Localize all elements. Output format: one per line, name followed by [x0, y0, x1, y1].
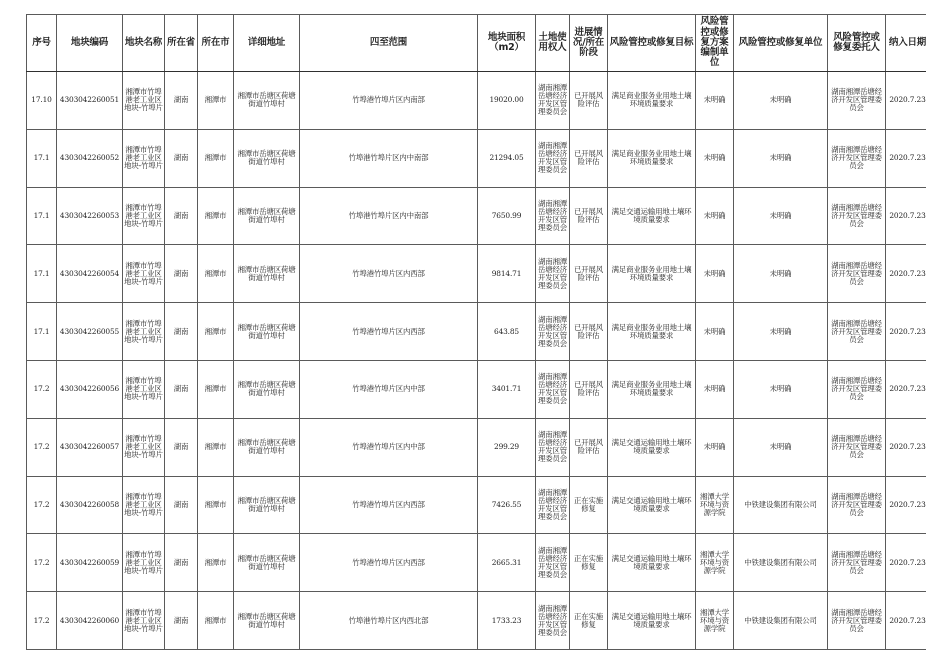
row-cell-maker: 湘潭大学环境与资源学院	[696, 534, 734, 592]
table-row	[27, 534, 926, 592]
row-cell-address: 湘潭市岳塘区荷塘街道竹埠村	[234, 534, 300, 592]
row-cell-unit: 未明确	[734, 187, 828, 245]
row-cell-owner: 湖南湘潭岳塘经济开发区管理委员会	[536, 187, 570, 245]
row-cell-owner: 湖南湘潭岳塘经济开发区管理委员会	[536, 129, 570, 187]
row-cell-unit: 中铁建设集团有限公司	[734, 534, 828, 592]
row-cell-city: 湘潭市	[198, 360, 234, 418]
row-cell-trustee: 湖南湘潭岳塘经济开发区管理委员会	[828, 418, 886, 476]
column-header-province: 所在省	[165, 15, 198, 72]
row-cell-code: 4303042260053	[57, 187, 123, 245]
row-cell-address: 湘潭市岳塘区荷塘街道竹埠村	[234, 418, 300, 476]
row-cell-scope: 竹埠港竹埠片区内中南部	[300, 129, 478, 187]
row-cell-code: 4303042260056	[57, 360, 123, 418]
row-cell-seq: 17.2	[27, 418, 57, 476]
row-cell-address: 湘潭市岳塘区荷塘街道竹埠村	[234, 129, 300, 187]
row-cell-area: 19020.00	[478, 72, 536, 130]
row-cell-city: 湘潭市	[198, 187, 234, 245]
row-cell-code: 4303042260058	[57, 476, 123, 534]
row-cell-date: 2020.7.23	[886, 592, 926, 650]
row-cell-scope: 竹埠港竹埠片区内中部	[300, 360, 478, 418]
row-cell-maker: 未明确	[696, 418, 734, 476]
row-cell-address: 湘潭市岳塘区荷塘街道竹埠村	[234, 187, 300, 245]
row-cell-name: 湘潭市竹埠港老工业区地块-竹埠片	[123, 187, 165, 245]
row-cell-maker: 未明确	[696, 245, 734, 303]
row-cell-trustee: 湖南湘潭岳塘经济开发区管理委员会	[828, 245, 886, 303]
row-cell-unit: 中铁建设集团有限公司	[734, 592, 828, 650]
row-cell-goal: 满足商业服务业用地土壤环境质量要求	[608, 360, 696, 418]
row-cell-unit: 未明确	[734, 418, 828, 476]
column-header-date: 纳入日期	[886, 15, 926, 72]
row-cell-stage: 已开展风险评估	[570, 187, 608, 245]
table-row	[27, 476, 926, 534]
row-cell-goal: 满足商业服务业用地土壤环境质量要求	[608, 303, 696, 361]
row-cell-owner: 湖南湘潭岳塘经济开发区管理委员会	[536, 418, 570, 476]
column-header-city: 所在市	[198, 15, 234, 72]
row-cell-city: 湘潭市	[198, 72, 234, 130]
row-cell-seq: 17.2	[27, 534, 57, 592]
row-cell-maker: 未明确	[696, 303, 734, 361]
row-cell-city: 湘潭市	[198, 418, 234, 476]
column-header-maker: 风险管控或修复方案编制单位	[696, 15, 734, 72]
land-plot-registry-table	[26, 14, 926, 650]
row-cell-goal: 满足交通运输用地土壤环境质量要求	[608, 592, 696, 650]
row-cell-stage: 已开展风险评估	[570, 129, 608, 187]
row-cell-seq: 17.2	[27, 360, 57, 418]
row-cell-name: 湘潭市竹埠港老工业区地块-竹埠片	[123, 534, 165, 592]
row-cell-date: 2020.7.23	[886, 534, 926, 592]
row-cell-name: 湘潭市竹埠港老工业区地块-竹埠片	[123, 476, 165, 534]
row-cell-maker: 未明确	[696, 72, 734, 130]
row-cell-stage: 正在实施修复	[570, 592, 608, 650]
row-cell-unit: 未明确	[734, 360, 828, 418]
row-cell-code: 4303042260054	[57, 245, 123, 303]
header-row	[27, 15, 926, 72]
row-cell-trustee: 湖南湘潭岳塘经济开发区管理委员会	[828, 534, 886, 592]
row-cell-owner: 湖南湘潭岳塘经济开发区管理委员会	[536, 476, 570, 534]
table-row	[27, 187, 926, 245]
row-cell-name: 湘潭市竹埠港老工业区地块-竹埠片	[123, 592, 165, 650]
table-row	[27, 418, 926, 476]
row-cell-stage: 已开展风险评估	[570, 245, 608, 303]
column-header-scope: 四至范围	[300, 15, 478, 72]
row-cell-stage: 正在实施修复	[570, 534, 608, 592]
row-cell-stage: 已开展风险评估	[570, 303, 608, 361]
row-cell-owner: 湖南湘潭岳塘经济开发区管理委员会	[536, 534, 570, 592]
row-cell-code: 4303042260051	[57, 72, 123, 130]
row-cell-name: 湘潭市竹埠港老工业区地块-竹埠片	[123, 303, 165, 361]
row-cell-date: 2020.7.23	[886, 303, 926, 361]
row-cell-stage: 正在实施修复	[570, 476, 608, 534]
row-cell-city: 湘潭市	[198, 476, 234, 534]
row-cell-maker: 未明确	[696, 360, 734, 418]
row-cell-scope: 竹埠港竹埠片区内西部	[300, 534, 478, 592]
row-cell-city: 湘潭市	[198, 245, 234, 303]
table-row	[27, 592, 926, 650]
row-cell-owner: 湖南湘潭岳塘经济开发区管理委员会	[536, 360, 570, 418]
table-row	[27, 72, 926, 130]
row-cell-maker: 湘潭大学环境与资源学院	[696, 592, 734, 650]
row-cell-date: 2020.7.23	[886, 129, 926, 187]
column-header-seq: 序号	[27, 15, 57, 72]
row-cell-area: 9814.71	[478, 245, 536, 303]
row-cell-seq: 17.2	[27, 592, 57, 650]
row-cell-address: 湘潭市岳塘区荷塘街道竹埠村	[234, 303, 300, 361]
row-cell-address: 湘潭市岳塘区荷塘街道竹埠村	[234, 245, 300, 303]
column-header-owner: 土地使用权人	[536, 15, 570, 72]
row-cell-trustee: 湖南湘潭岳塘经济开发区管理委员会	[828, 360, 886, 418]
row-cell-goal: 满足交通运输用地土壤环境质量要求	[608, 187, 696, 245]
row-cell-scope: 竹埠港竹埠片区内西部	[300, 476, 478, 534]
row-cell-province: 湖南	[165, 129, 198, 187]
row-cell-name: 湘潭市竹埠港老工业区地块-竹埠片	[123, 360, 165, 418]
row-cell-goal: 满足商业服务业用地土壤环境质量要求	[608, 72, 696, 130]
table-header	[27, 15, 926, 72]
row-cell-area: 3401.71	[478, 360, 536, 418]
row-cell-area: 2665.31	[478, 534, 536, 592]
table-row	[27, 245, 926, 303]
row-cell-trustee: 湖南湘潭岳塘经济开发区管理委员会	[828, 303, 886, 361]
row-cell-area: 7426.55	[478, 476, 536, 534]
row-cell-goal: 满足商业服务业用地土壤环境质量要求	[608, 245, 696, 303]
row-cell-scope: 竹埠港竹埠片区内中部	[300, 418, 478, 476]
row-cell-seq: 17.1	[27, 129, 57, 187]
row-cell-owner: 湖南湘潭岳塘经济开发区管理委员会	[536, 245, 570, 303]
row-cell-trustee: 湖南湘潭岳塘经济开发区管理委员会	[828, 129, 886, 187]
table-body	[27, 72, 926, 650]
column-header-code: 地块编码	[57, 15, 123, 72]
row-cell-seq: 17.1	[27, 303, 57, 361]
row-cell-name: 湘潭市竹埠港老工业区地块-竹埠片	[123, 418, 165, 476]
column-header-trustee: 风险管控或修复委托人	[828, 15, 886, 72]
row-cell-goal: 满足交通运输用地土壤环境质量要求	[608, 418, 696, 476]
row-cell-code: 4303042260055	[57, 303, 123, 361]
row-cell-unit: 中铁建设集团有限公司	[734, 476, 828, 534]
row-cell-scope: 竹埠港竹埠片区内西部	[300, 245, 478, 303]
table-row	[27, 129, 926, 187]
row-cell-date: 2020.7.23	[886, 418, 926, 476]
row-cell-province: 湖南	[165, 592, 198, 650]
row-cell-unit: 未明确	[734, 72, 828, 130]
row-cell-owner: 湖南湘潭岳塘经济开发区管理委员会	[536, 303, 570, 361]
row-cell-unit: 未明确	[734, 303, 828, 361]
row-cell-address: 湘潭市岳塘区荷塘街道竹埠村	[234, 476, 300, 534]
table-row	[27, 303, 926, 361]
row-cell-date: 2020.7.23	[886, 476, 926, 534]
row-cell-goal: 满足交通运输用地土壤环境质量要求	[608, 534, 696, 592]
column-header-address: 详细地址	[234, 15, 300, 72]
row-cell-province: 湖南	[165, 303, 198, 361]
row-cell-area: 643.85	[478, 303, 536, 361]
row-cell-seq: 17.1	[27, 245, 57, 303]
row-cell-maker: 未明确	[696, 187, 734, 245]
row-cell-code: 4303042260059	[57, 534, 123, 592]
row-cell-city: 湘潭市	[198, 534, 234, 592]
row-cell-unit: 未明确	[734, 129, 828, 187]
row-cell-trustee: 湖南湘潭岳塘经济开发区管理委员会	[828, 187, 886, 245]
row-cell-seq: 17.1	[27, 187, 57, 245]
column-header-stage: 进展情况/所在阶段	[570, 15, 608, 72]
row-cell-area: 1733.23	[478, 592, 536, 650]
row-cell-code: 4303042260052	[57, 129, 123, 187]
row-cell-address: 湘潭市岳塘区荷塘街道竹埠村	[234, 592, 300, 650]
row-cell-owner: 湖南湘潭岳塘经济开发区管理委员会	[536, 72, 570, 130]
row-cell-code: 4303042260060	[57, 592, 123, 650]
row-cell-province: 湖南	[165, 72, 198, 130]
row-cell-date: 2020.7.23	[886, 72, 926, 130]
column-header-goal: 风险管控或修复目标	[608, 15, 696, 72]
column-header-area: 地块面积（m2）	[478, 15, 536, 72]
row-cell-province: 湖南	[165, 360, 198, 418]
row-cell-area: 7650.99	[478, 187, 536, 245]
row-cell-city: 湘潭市	[198, 129, 234, 187]
row-cell-scope: 竹埠港竹埠片区内西部	[300, 303, 478, 361]
row-cell-maker: 未明确	[696, 129, 734, 187]
table-row	[27, 360, 926, 418]
row-cell-stage: 已开展风险评估	[570, 418, 608, 476]
row-cell-province: 湖南	[165, 187, 198, 245]
row-cell-goal: 满足商业服务业用地土壤环境质量要求	[608, 129, 696, 187]
row-cell-trustee: 湖南湘潭岳塘经济开发区管理委员会	[828, 476, 886, 534]
row-cell-maker: 湘潭大学环境与资源学院	[696, 476, 734, 534]
row-cell-code: 4303042260057	[57, 418, 123, 476]
column-header-name: 地块名称	[123, 15, 165, 72]
row-cell-province: 湖南	[165, 418, 198, 476]
row-cell-seq: 17.2	[27, 476, 57, 534]
row-cell-date: 2020.7.23	[886, 187, 926, 245]
row-cell-name: 湘潭市竹埠港老工业区地块-竹埠片	[123, 129, 165, 187]
row-cell-province: 湖南	[165, 245, 198, 303]
row-cell-province: 湖南	[165, 534, 198, 592]
row-cell-unit: 未明确	[734, 245, 828, 303]
row-cell-city: 湘潭市	[198, 303, 234, 361]
row-cell-name: 湘潭市竹埠港老工业区地块-竹埠片	[123, 245, 165, 303]
row-cell-trustee: 湖南湘潭岳塘经济开发区管理委员会	[828, 72, 886, 130]
row-cell-trustee: 湖南湘潭岳塘经济开发区管理委员会	[828, 592, 886, 650]
row-cell-area: 21294.05	[478, 129, 536, 187]
row-cell-name: 湘潭市竹埠港老工业区地块-竹埠片	[123, 72, 165, 130]
row-cell-scope: 竹埠港竹埠片区内西北部	[300, 592, 478, 650]
row-cell-owner: 湖南湘潭岳塘经济开发区管理委员会	[536, 592, 570, 650]
row-cell-address: 湘潭市岳塘区荷塘街道竹埠村	[234, 360, 300, 418]
row-cell-scope: 竹埠港竹埠片区内中南部	[300, 187, 478, 245]
row-cell-date: 2020.7.23	[886, 360, 926, 418]
column-header-unit: 风险管控或修复单位	[734, 15, 828, 72]
row-cell-goal: 满足交通运输用地土壤环境质量要求	[608, 476, 696, 534]
row-cell-city: 湘潭市	[198, 592, 234, 650]
row-cell-stage: 已开展风险评估	[570, 72, 608, 130]
row-cell-address: 湘潭市岳塘区荷塘街道竹埠村	[234, 72, 300, 130]
row-cell-date: 2020.7.23	[886, 245, 926, 303]
row-cell-scope: 竹埠港竹埠片区内南部	[300, 72, 478, 130]
row-cell-area: 299.29	[478, 418, 536, 476]
row-cell-seq: 17.10	[27, 72, 57, 130]
row-cell-province: 湖南	[165, 476, 198, 534]
row-cell-stage: 已开展风险评估	[570, 360, 608, 418]
